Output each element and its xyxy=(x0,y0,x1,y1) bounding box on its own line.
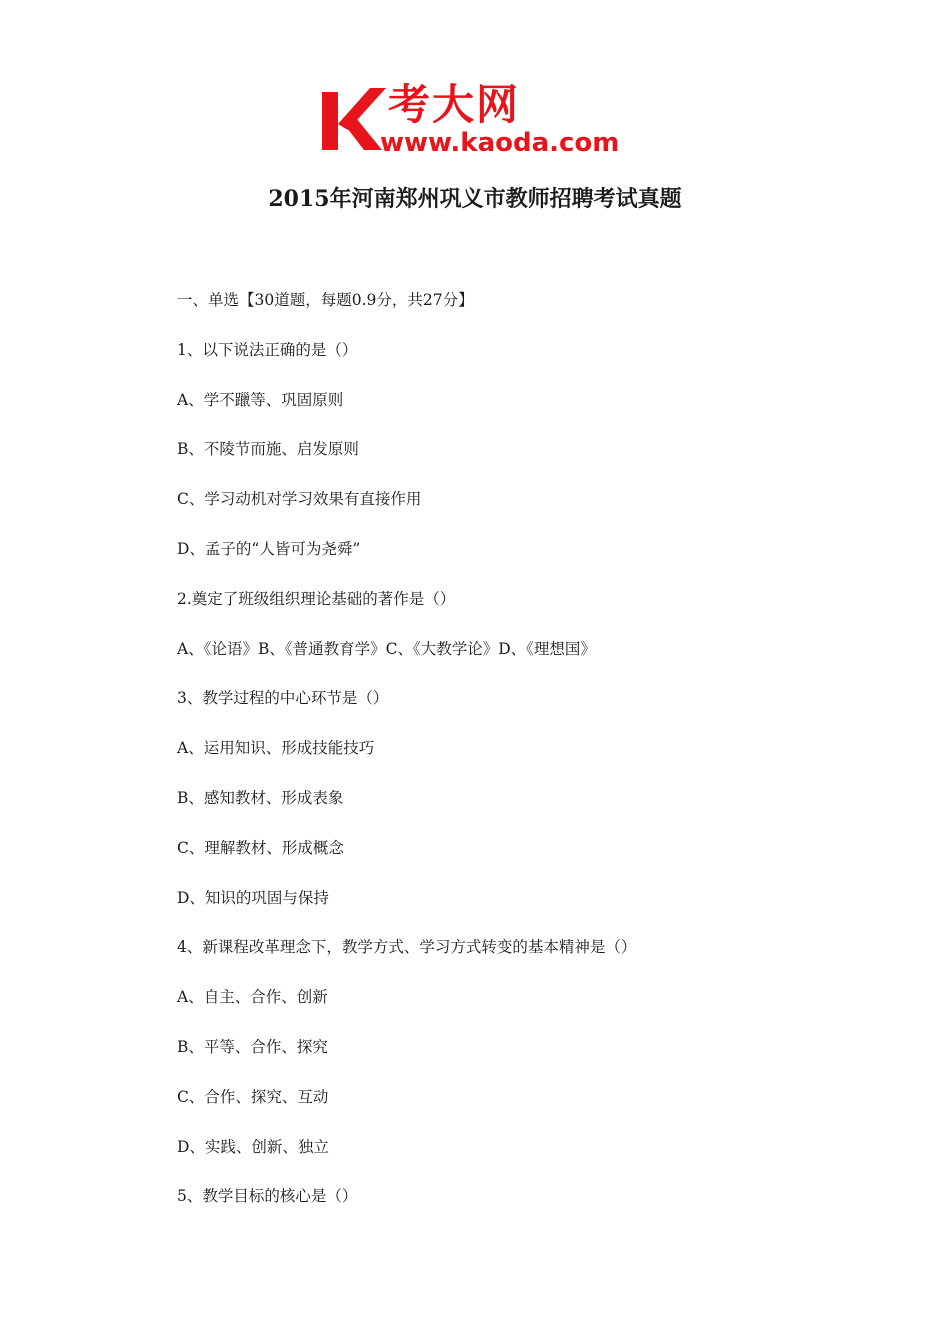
question-4: 4、新课程改革理念下，教学方式、学习方式转变的基本精神是（） xyxy=(177,938,637,957)
question-1-option-d: D、孟子的“人皆可为尧舜” xyxy=(177,539,361,558)
question-5: 5、教学目标的核心是（） xyxy=(177,1187,358,1206)
question-1-option-b: B、不陵节而施、启发原则 xyxy=(177,440,359,459)
question-3-option-a: A、运用知识、形成技能技巧 xyxy=(177,739,375,758)
question-3-option-c: C、理解教材、形成概念 xyxy=(177,838,344,857)
logo-brand-name: 考大网 xyxy=(388,80,521,129)
logo-brand-url: www.kaoda.com xyxy=(380,128,620,158)
question-list xyxy=(177,286,636,1232)
question-2-options: A、《论语》B、《普通教育学》C、《大教学论》D、《理想国》 xyxy=(177,639,596,658)
question-3-option-d: D、知识的巩固与保持 xyxy=(177,888,329,907)
question-2: 2.奠定了班级组织理论基础的著作是（） xyxy=(177,589,456,608)
question-4-option-d: D、实践、创新、独立 xyxy=(177,1137,329,1156)
question-3-option-b: B、感知教材、形成表象 xyxy=(177,788,344,807)
question-4-option-b: B、平等、合作、探究 xyxy=(177,1037,328,1056)
k-logo-icon xyxy=(318,84,388,154)
question-3: 3、教学过程的中心环节是（） xyxy=(177,689,389,708)
question-4-option-c: C、合作、探究、互动 xyxy=(177,1087,329,1106)
kaoda-logo xyxy=(318,80,638,160)
section-heading: 一、单选【30道题，每题0.9分，共27分】 xyxy=(177,291,474,309)
question-1-option-a: A、学不躐等、巩固原则 xyxy=(177,390,344,409)
question-1: 1、以下说法正确的是（） xyxy=(177,340,358,359)
question-1-option-c: C、学习动机对学习效果有直接作用 xyxy=(177,490,422,509)
document-title: 2015年河南郑州巩义市教师招聘考试真题 xyxy=(268,186,682,212)
question-4-option-a: A、自主、合作、创新 xyxy=(177,988,328,1007)
